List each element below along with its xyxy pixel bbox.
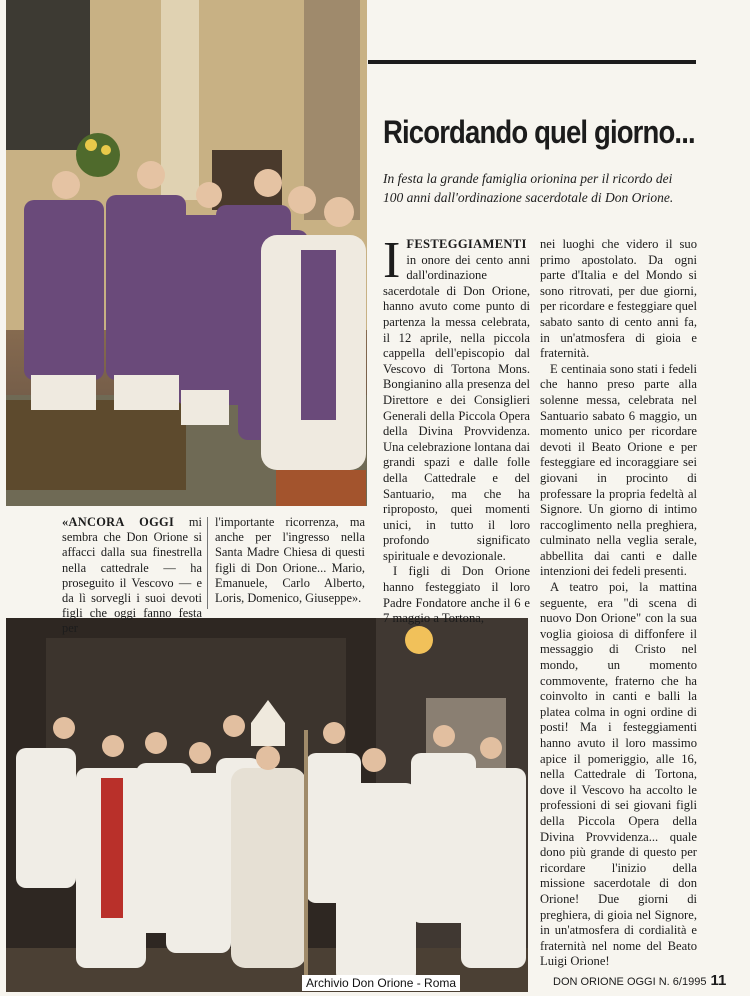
article-paragraph: E centinaia sono stati i fedeli che hanno preso parte alla solenne messa, celebrata nel Santuario sabato 6 maggio, un momento unico per ricordare devoti il Beato Orione e per festeggiare ed incoraggiare sei giovani in procinto di professare la propria fedeltà al Signore. Un giorno di intimo raccoglimento nella preghiera, culminato nella veglia serale, abbellita dai canti e dalle intenzioni dei fedeli presenti. xyxy=(540,361,697,579)
page-number: 11 xyxy=(710,972,727,989)
drop-cap: I xyxy=(383,232,401,289)
caption-divider xyxy=(207,517,208,609)
article-paragraph xyxy=(383,232,530,564)
article-subtitle: In festa la grande famiglia orionina per il ricordo dei 100 anni dall'ordinazione sacerdotale di Don Orione. xyxy=(383,171,674,205)
photo-caption-part-2: l'importante ricorrenza, ma anche per l'ingresso nella Santa Madre Chiesa di questi figli di Don Orione... Mario, Emanuele, Carlo Alberto, Loris, Domenico, Giuseppe». xyxy=(215,515,365,606)
article-column-1 xyxy=(383,232,530,627)
caption-text: mi sembra che Don Orione si affacci dalla sua finestrella nella cattedrale — ha proseguito il Vescovo — e da lì sorvegli i suoi devoti figli che oggi fanno festa per xyxy=(62,515,202,636)
caption-lead-in: «ANCORA OGGI xyxy=(62,515,175,529)
article-paragraph: I figli di Don Orione hanno festeggiato il loro Padre Fondatore anche il 6 e 7 maggio a Tortona, xyxy=(383,564,530,626)
header-rule xyxy=(368,60,696,64)
page-footer xyxy=(553,972,726,989)
photo-priests-illustration xyxy=(6,0,367,506)
article-headline: Ricordando quel giorno... xyxy=(383,114,695,150)
archive-watermark: Archivio Don Orione - Roma xyxy=(302,975,460,991)
publication-name: DON ORIONE OGGI N. 6/1995 xyxy=(553,976,707,988)
photo-priests-chapel xyxy=(6,0,367,506)
lead-in: FESTEGGIAMENTI xyxy=(406,237,527,251)
photo-bishop-cathedral xyxy=(6,618,528,992)
article-paragraph: nei luoghi che videro il suo primo apostolato. Da ogni parte d'Italia e del Mondo si sono ritrovati, per due giorni, per ricordare e festeggiare quel sabato santo di cento anni fa, in un'atmosfera di gioia e fraternità. xyxy=(540,237,697,361)
article-paragraph: A teatro poi, la mattina seguente, era "di scena di nuovo Don Orione" con la sua voglia gioiosa di diffonfere il messaggio di Cristo nel mondo, un momento commovente, fraterno che ha coinvolto in canti e balli la platea colma in ogni ordine di posti! Ma i festeggiamenti hanno avuto il loro massimo apice il pomeriggio, alle 16, nella Cattedrale di Tortona, dove il Vescovo ha accolto le professioni di sei giovani figli della Piccola Opera della Divina Provvidenza... quale dono più grande di questo per ricordare l'inizio della missione sacerdotale di don Orione! Due giorni di preghiera, di gioia nel Signore, in un'atmosfera di cordialità e fraternità nel nome del Beato Luigi Orione! xyxy=(540,580,697,969)
photo-caption-part-1 xyxy=(62,515,202,637)
photo-bishop-illustration xyxy=(6,618,528,992)
article-column-2 xyxy=(540,237,697,970)
paragraph-text: in onore dei cento anni dall'ordinazione sacerdotale di Don Orione, hanno avuto come punto di partenza la messa celebrata, il 12 aprile, nella piccola cappella dell'episcopio dal Vescovo di Tortona Mons. Bongianino alla presenza del Direttore e dei Consiglieri Generali della Piccola Opera della Divina Provvidenza. Una celebrazione lontana dai grandi spazi e dalle folle della Cattedrale e del Santuario, ma che ha riproposto, quei momenti unici, in tutto il loro profondo significato spirituale e devozionale. xyxy=(383,252,530,563)
